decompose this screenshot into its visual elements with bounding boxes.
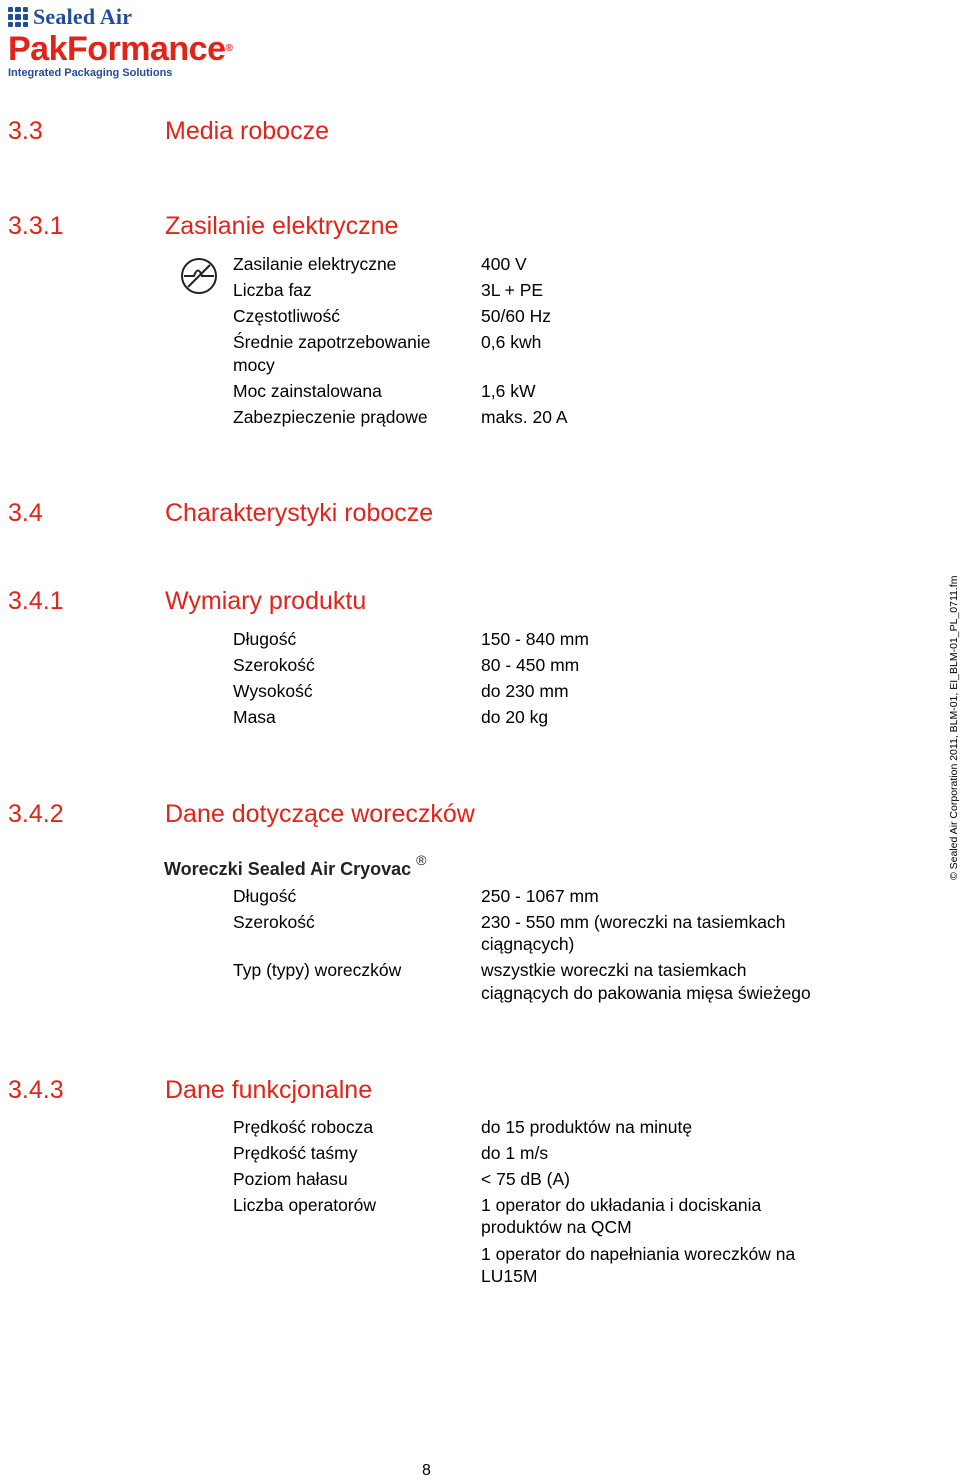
section-number: 3.4.1 xyxy=(8,587,64,615)
sealed-air-logo xyxy=(8,6,268,28)
functional-value-cont: 1 operator do napełniania woreczków na xyxy=(481,1244,796,1264)
dimension-label: Masa xyxy=(233,707,276,727)
registered-mark: ® xyxy=(416,852,427,868)
power-label: Średnie zapotrzebowanie xyxy=(233,332,431,352)
bag-label: Typ (typy) woreczków xyxy=(233,960,402,980)
section-number: 3.4.2 xyxy=(8,800,64,828)
bag-label: Długość xyxy=(233,886,297,906)
power-label: Zasilanie elektryczne xyxy=(233,254,397,274)
bag-value-cont: ciągnących do pakowania mięsa świeżego xyxy=(481,983,811,1003)
dimension-value: 80 - 450 mm xyxy=(481,655,580,675)
functional-label: Poziom hałasu xyxy=(233,1169,348,1189)
dimension-value: 150 - 840 mm xyxy=(481,629,589,649)
power-label: Liczba faz xyxy=(233,280,312,300)
bag-value: wszystkie woreczki na tasiemkach xyxy=(481,960,747,980)
power-value: maks. 20 A xyxy=(481,407,568,427)
functional-value: 1 operator do układania i dociskania xyxy=(481,1195,762,1215)
functional-value-cont: LU15M xyxy=(481,1266,538,1286)
power-label: Zabezpieczenie prądowe xyxy=(233,407,428,427)
dimension-label: Długość xyxy=(233,629,297,649)
section-title: Wymiary produktu xyxy=(165,587,367,615)
brand-tagline: Integrated Packaging Solutions xyxy=(8,67,173,79)
functional-value: do 15 produktów na minutę xyxy=(481,1117,693,1137)
section-title: Charakterystyki robocze xyxy=(165,499,434,527)
power-label: Częstotliwość xyxy=(233,306,340,326)
brand-top: Sealed Air xyxy=(33,4,133,29)
bag-value: 250 - 1067 mm xyxy=(481,886,599,906)
page-number: 8 xyxy=(422,1462,431,1479)
bag-label: Szerokość xyxy=(233,912,315,932)
section-title: Dane dotyczące woreczków xyxy=(165,800,475,828)
functional-label: Prędkość robocza xyxy=(233,1117,374,1137)
company-logo xyxy=(8,6,268,80)
dimension-label: Szerokość xyxy=(233,655,315,675)
power-value: 400 V xyxy=(481,254,527,274)
ac-power-icon xyxy=(180,257,218,295)
bags-subheading: Woreczki Sealed Air Cryovac ® xyxy=(164,852,427,879)
functional-value: < 75 dB (A) xyxy=(481,1169,571,1189)
dimension-value: do 230 mm xyxy=(481,681,569,701)
registered-mark: ® xyxy=(225,43,233,54)
power-label-cont: mocy xyxy=(233,355,275,375)
power-value: 1,6 kW xyxy=(481,381,536,401)
bag-value-cont: ciągnących) xyxy=(481,934,575,954)
bag-value: 230 - 550 mm (woreczki na tasiemkach xyxy=(481,912,786,932)
functional-value-cont: produktów na QCM xyxy=(481,1217,632,1237)
power-label: Moc zainstalowana xyxy=(233,381,382,401)
section-number: 3.4.3 xyxy=(8,1076,64,1104)
section-title: Media robocze xyxy=(165,117,329,145)
power-value: 3L + PE xyxy=(481,280,544,300)
functional-label: Prędkość taśmy xyxy=(233,1143,358,1163)
functional-label: Liczba operatorów xyxy=(233,1195,376,1215)
section-title: Zasilanie elektryczne xyxy=(165,212,399,240)
power-value: 0,6 kwh xyxy=(481,332,542,352)
functional-value: do 1 m/s xyxy=(481,1143,549,1163)
power-value: 50/60 Hz xyxy=(481,306,552,326)
section-number: 3.3 xyxy=(8,117,43,145)
brand-main: PakFormance® xyxy=(8,30,233,68)
dimension-label: Wysokość xyxy=(233,681,313,701)
dimension-value: do 20 kg xyxy=(481,707,549,727)
section-number: 3.3.1 xyxy=(8,212,64,240)
copyright-side-note: © Sealed Air Corporation 2011, BLM-01, EI_BLM-01_PL_0711.fm xyxy=(948,575,960,880)
sealed-air-grid-icon xyxy=(8,7,28,27)
section-title: Dane funkcjonalne xyxy=(165,1076,373,1104)
section-number: 3.4 xyxy=(8,499,43,527)
